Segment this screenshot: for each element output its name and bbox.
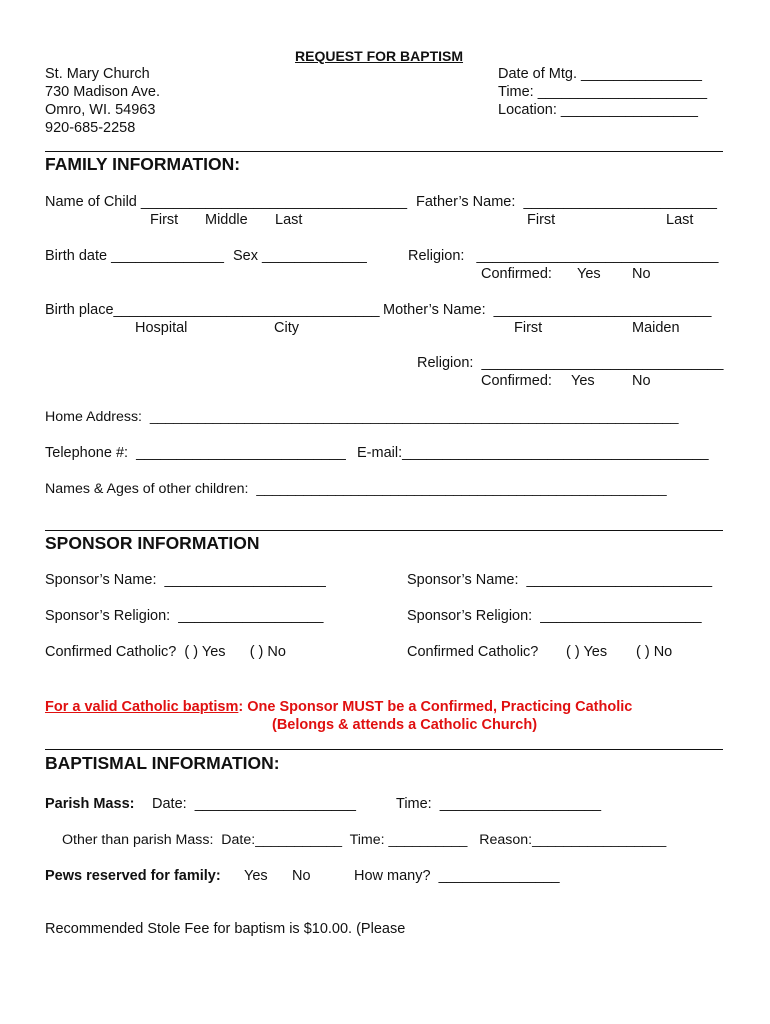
mother-confirmed-no[interactable]: No <box>632 373 651 389</box>
pews-label: Pews reserved for family: <box>45 868 221 884</box>
father-confirmed-no[interactable]: No <box>632 266 651 282</box>
page-title: REQUEST FOR BAPTISM <box>295 48 464 64</box>
mother-confirmed-label: Confirmed: <box>481 373 552 389</box>
father-religion-field[interactable]: Religion: ______________________________ <box>408 248 719 264</box>
how-many-field[interactable]: How many? _______________ <box>354 868 560 884</box>
pews-no[interactable]: No <box>292 868 311 884</box>
sponsor2-confirmed-no[interactable]: ( ) No <box>636 644 673 660</box>
sponsor-notice-lead: For a valid Catholic baptism <box>45 699 239 715</box>
father-first-label: First <box>527 212 556 228</box>
birth-hospital-label: Hospital <box>135 320 188 336</box>
child-last-label: Last <box>275 212 303 228</box>
child-first-label: First <box>150 212 179 228</box>
family-heading: FAMILY INFORMATION: <box>45 154 241 174</box>
email-field[interactable]: E-mail:______________________________________ <box>357 445 709 461</box>
mother-maiden-label: Maiden <box>632 320 680 336</box>
birth-place-field[interactable]: Birth place_________________________________ <box>45 302 380 318</box>
mother-name-field[interactable]: Mother’s Name: ___________________________ <box>383 302 712 318</box>
birth-date-field[interactable]: Birth date ______________ <box>45 248 224 264</box>
birth-city-label: City <box>274 320 299 336</box>
stole-fee-text: Recommended Stole Fee for baptism is $10.00. (Please <box>45 921 406 937</box>
sponsor2-confirmed-label: Confirmed Catholic? <box>407 644 539 660</box>
father-confirmed-yes[interactable]: Yes <box>577 266 601 282</box>
mother-first-label: First <box>514 320 543 336</box>
sponsor-heading: SPONSOR INFORMATION <box>45 533 260 553</box>
sponsor-notice-line2: (Belongs & attends a Catholic Church) <box>272 717 538 733</box>
church-city: Omro, WI. 54963 <box>45 102 156 118</box>
child-middle-label: Middle <box>205 212 248 228</box>
parish-date-field[interactable]: Date: ____________________ <box>152 796 356 812</box>
other-mass-field[interactable]: Other than parish Mass: Date:___________ Time: __________ Reason:_________________ <box>62 832 667 848</box>
meeting-date-field[interactable]: Date of Mtg. _______________ <box>498 66 702 82</box>
father-last-label: Last <box>666 212 694 228</box>
sponsor-notice <box>45 700 632 715</box>
child-name-field[interactable]: Name of Child _________________________________ <box>45 194 408 210</box>
divider <box>45 151 723 152</box>
church-address: 730 Madison Ave. <box>45 84 161 100</box>
sponsor2-religion-field[interactable]: Sponsor’s Religion: ____________________ <box>407 608 702 624</box>
church-phone: 920-685-2258 <box>45 120 136 136</box>
parish-mass-label: Parish Mass: <box>45 796 135 812</box>
sponsor1-religion-field[interactable]: Sponsor’s Religion: __________________ <box>45 608 324 624</box>
sex-field[interactable]: Sex _____________ <box>233 248 367 264</box>
sponsor2-confirmed-yes[interactable]: ( ) Yes <box>566 644 608 660</box>
meeting-time-field[interactable]: Time: _____________________ <box>498 84 708 100</box>
mother-religion-field[interactable]: Religion: ______________________________ <box>417 355 724 371</box>
sponsor-notice-rest: : One Sponsor MUST be a Confirmed, Practicing Catholic <box>238 699 633 715</box>
parish-time-field[interactable]: Time: ____________________ <box>396 796 602 812</box>
home-address-field[interactable]: Home Address: ___________________________________________________________________ <box>45 409 679 425</box>
mother-confirmed-yes[interactable]: Yes <box>571 373 595 389</box>
other-children-field[interactable]: Names & Ages of other children: ____________________________________________________ <box>45 481 667 497</box>
telephone-field[interactable]: Telephone #: __________________________ <box>45 445 346 461</box>
sponsor2-name-field[interactable]: Sponsor’s Name: _______________________ <box>407 572 713 588</box>
sponsor1-name-field[interactable]: Sponsor’s Name: ____________________ <box>45 572 326 588</box>
baptismal-heading: BAPTISMAL INFORMATION: <box>45 753 280 773</box>
pews-yes[interactable]: Yes <box>244 868 268 884</box>
meeting-location-field[interactable]: Location: _________________ <box>498 102 698 118</box>
church-name: St. Mary Church <box>45 66 150 82</box>
divider <box>45 530 723 531</box>
divider <box>45 749 723 750</box>
father-name-field[interactable]: Father’s Name: ________________________ <box>416 194 717 210</box>
sponsor1-confirmed[interactable]: Confirmed Catholic? ( ) Yes ( ) No <box>45 644 286 660</box>
father-confirmed-label: Confirmed: <box>481 266 552 282</box>
